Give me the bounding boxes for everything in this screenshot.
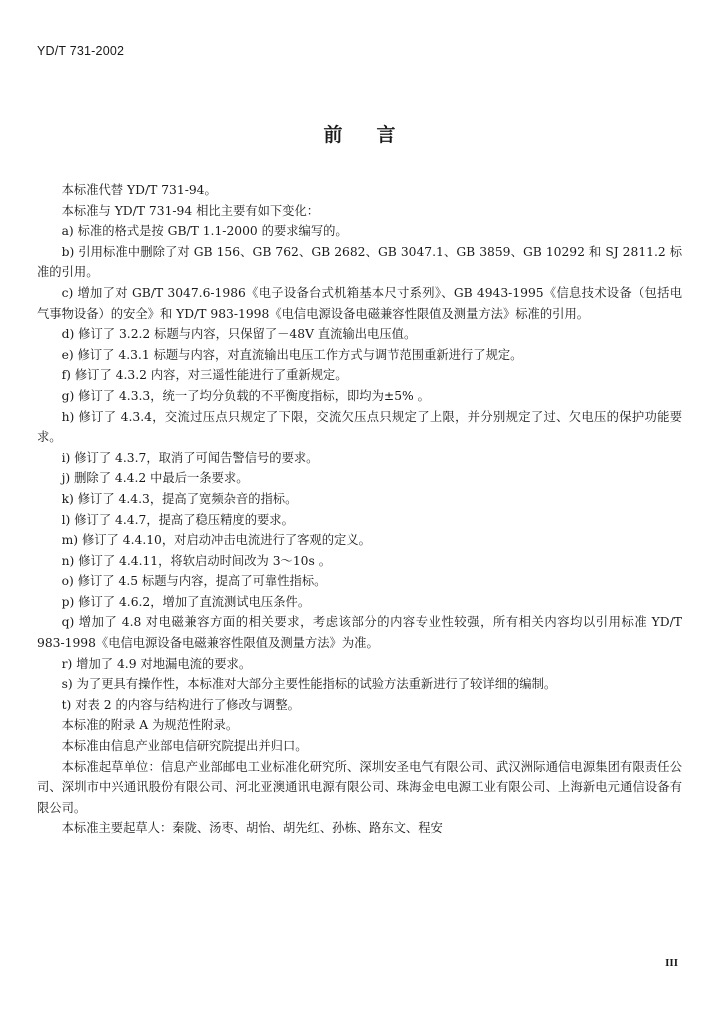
paragraph-15: n) 修订了 4.4.11，将软启动时间改为 3～10s 。 (61, 553, 331, 568)
paragraph-16: o) 修订了 4.5 标题与内容，提高了可靠性指标。 (61, 574, 327, 589)
document-body (37, 180, 682, 839)
paragraph-2: a) 标准的格式是按 GB/T 1.1-2000 的要求编写的。 (61, 224, 348, 239)
paragraph-23: 本标准由信息产业部电信研究院提出并归口。 (61, 739, 308, 754)
paragraph-13: l) 修订了 4.4.7，提高了稳压精度的要求。 (61, 512, 294, 527)
paragraph-21: t) 对表 2 的内容与结构进行了修改与调整。 (61, 697, 300, 712)
paragraph-19: r) 增加了 4.9 对地漏电流的要求。 (61, 656, 252, 671)
paragraph-11: j) 删除了 4.4.2 中最后一条要求。 (61, 471, 249, 486)
paragraph-4: c) 增加了对 GB/T 3047.6-1986《电子设备台式机箱基本尺寸系列》、GB 4943-1995《信息技术设备（包括电气事物设备）的安全》和 YD/T 983-1998《电信电源设备电磁兼容性限值及测量方法》标准的引用。 (37, 285, 682, 321)
paragraph-6: e) 修订了 4.3.1 标题与内容，对直流输出电压工作方式与调节范围重新进行了规定。 (61, 347, 523, 362)
paragraph-3: b) 引用标准中删除了对 GB 156、GB 762、GB 2682、GB 3047.1、GB 3859、GB 10292 和 SJ 2811.2 标准的引用。 (37, 244, 682, 280)
paragraph-25: 本标准主要起草人：秦陇、汤枣、胡怡、胡先红、孙栋、路东文、程安 (61, 821, 443, 836)
paragraph-12: k) 修订了 4.4.3，提高了宽频杂音的指标。 (61, 491, 298, 506)
paragraph-5: d) 修订了 3.2.2 标题与内容，只保留了－48V 直流输出电压值。 (61, 327, 417, 342)
paragraph-8: g) 修订了 4.3.3，统一了均分负载的不平衡度指标，即均为±5% 。 (61, 388, 430, 403)
paragraph-0: 本标准代替 YD/T 731-94。 (61, 183, 217, 197)
paragraph-1: 本标准与 YD/T 731-94 相比主要有如下变化： (61, 203, 320, 218)
paragraph-18: q) 增加了 4.8 对电磁兼容方面的相关要求，考虑该部分的内容专业性较强，所有相关内容均以引用标准 YD/T 983-1998《电信电源设备电磁兼容性限值及测量方法》为准。 (37, 615, 682, 651)
page-title: 前言 (323, 124, 430, 146)
paragraph-14: m) 修订了 4.4.10，对启动冲击电流进行了客观的定义。 (61, 533, 371, 548)
paragraph-20: s) 为了更具有操作性，本标准对大部分主要性能指标的试验方法重新进行了较详细的编制。 (61, 677, 557, 692)
paragraph-9: h) 修订了 4.3.4，交流过压点只规定了下限，交流欠压点只规定了上限，并分别规定了过、欠电压的保护功能要求。 (37, 409, 682, 445)
paragraph-22: 本标准的附录 A 为规范性附录。 (61, 718, 239, 733)
paragraph-17: p) 修订了 4.6.2，增加了直流测试电压条件。 (61, 594, 311, 609)
paragraph-10: i) 修订了 4.3.7，取消了可闻告警信号的要求。 (61, 450, 319, 465)
page-number: III (665, 957, 678, 969)
document-header-code: YD/T 731-2002 (37, 44, 125, 58)
paragraph-24: 本标准起草单位：信息产业部邮电工业标准化研究所、深圳安圣电气有限公司、武汉洲际通信电源集团有限责任公司、深圳市中兴通讯股份有限公司、河北亚澳通讯电源有限公司、珠海金电电源工业有限公司、上海新电元通信设备有限公司。 (37, 759, 682, 815)
paragraph-7: f) 修订了 4.3.2 内容，对三遥性能进行了重新规定。 (61, 368, 348, 383)
